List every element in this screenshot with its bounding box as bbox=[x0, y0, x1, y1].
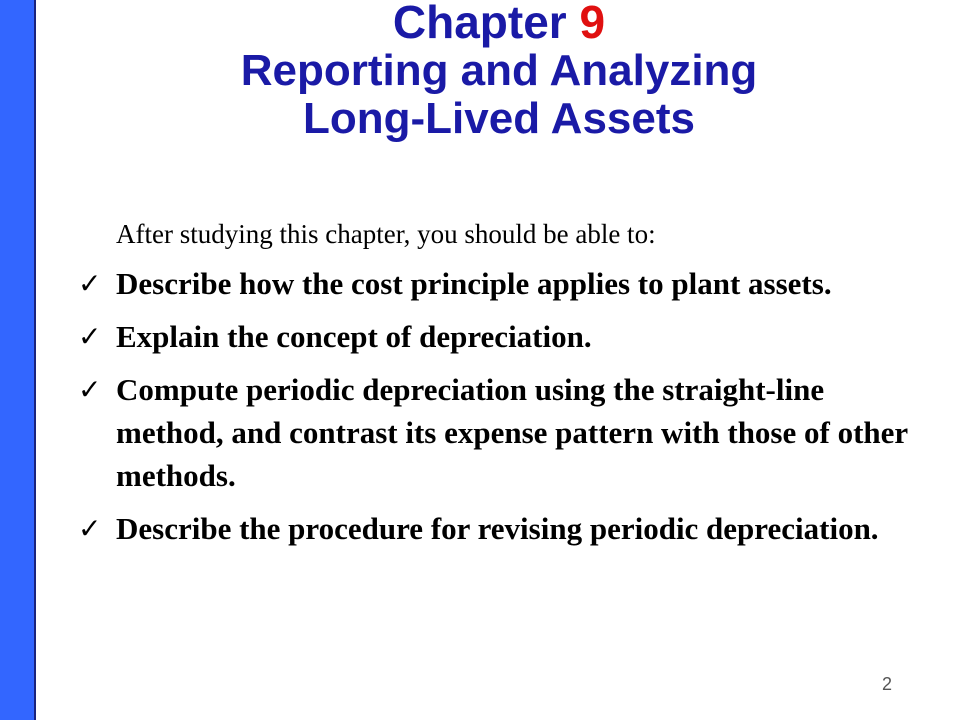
slide-title bbox=[38, 0, 960, 143]
objective-item bbox=[76, 262, 916, 305]
chapter-label: Chapter bbox=[392, 0, 567, 48]
objective-item bbox=[76, 507, 916, 550]
intro-text: After studying this chapter, you should be able to: bbox=[116, 219, 656, 249]
checkmark-icon: ✓ bbox=[78, 320, 102, 353]
title-line-3: Long-Lived Assets bbox=[303, 94, 695, 143]
objective-text: Explain the concept of depreciation. bbox=[116, 319, 592, 354]
page-number: 2 bbox=[882, 674, 893, 694]
objective-text: Describe the procedure for revising periodic depreciation. bbox=[116, 511, 879, 546]
objective-item bbox=[76, 368, 916, 497]
objectives-list bbox=[76, 262, 916, 560]
side-accent-bar bbox=[0, 0, 36, 720]
checkmark-icon: ✓ bbox=[78, 373, 102, 406]
objective-text: Compute periodic depreciation using the straight-line method, and contrast its expense pattern with those of other methods. bbox=[116, 372, 908, 493]
title-chapter-line bbox=[38, 0, 960, 47]
objective-item bbox=[76, 315, 916, 358]
title-line-2: Reporting and Analyzing bbox=[240, 46, 758, 95]
chapter-number: 9 bbox=[579, 0, 606, 48]
checkmark-icon: ✓ bbox=[78, 267, 102, 300]
objective-text: Describe how the cost principle applies to plant assets. bbox=[116, 266, 832, 301]
checkmark-icon: ✓ bbox=[78, 512, 102, 545]
